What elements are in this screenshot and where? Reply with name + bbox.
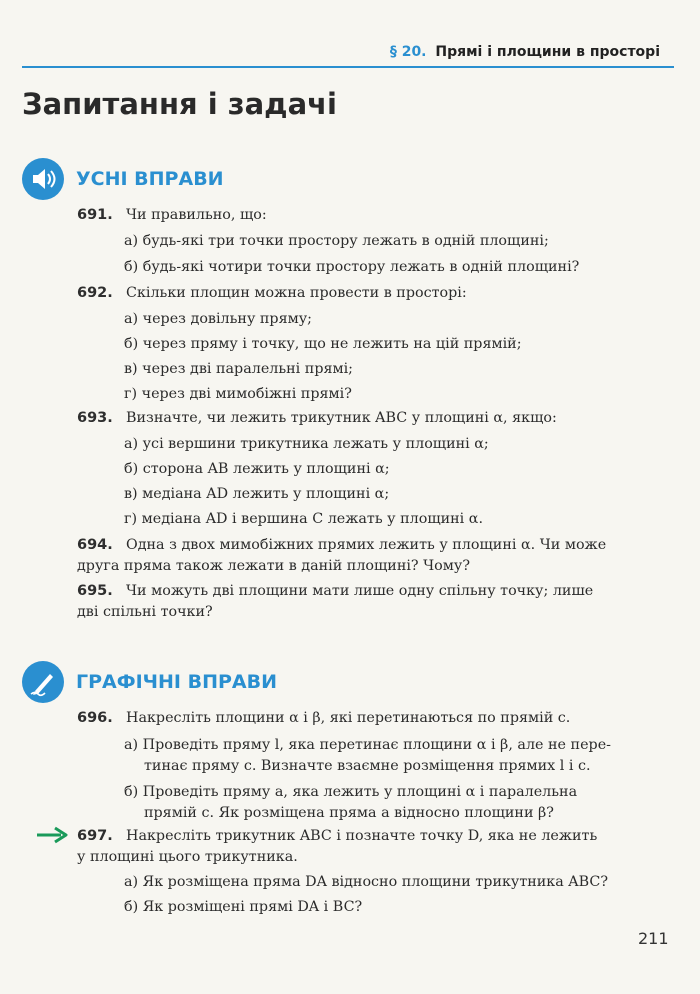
task-text: Накресліть площини α і β, які перетинаються по прямій c. [126,710,571,726]
task-text: Чи правильно, що: [126,207,267,223]
page-title: Запитання і задачі [22,87,337,121]
graphic-exercises-heading [22,661,622,703]
task-text: Чи можуть дві площини мати лише одну спільну точку; лише [126,583,594,599]
task-option: тинає пряму c. Визначте взаємне розміщення прямих l і c. [144,758,591,774]
task-option: в) медіана AD лежить у площині α; [124,486,390,502]
running-header [22,40,674,68]
task-option: а) Проведіть пряму l, яка перетинає площини α і β, але не пере- [124,737,611,753]
task-option: б) сторона AB лежить у площині α; [124,461,390,477]
page-number: 211 [638,929,669,948]
task-option: г) медіана AD і вершина C лежать у площині α. [124,511,483,527]
section-title: Прямі і площини в просторі [435,44,660,60]
task-number: 694. [77,537,113,553]
section-title-graphic: ГРАФІЧНІ ВПРАВИ [76,671,277,693]
task-option: б) Проведіть пряму a, яка лежить у площині α і паралельна [124,784,578,800]
task-option: прямій c. Як розміщена пряма a відносно площини β? [144,805,554,821]
oral-exercises-heading [22,158,622,200]
task-number: 696. [77,710,113,726]
task-number: 691. [77,207,113,223]
section-number: § 20. [389,44,427,60]
task-number: 692. [77,285,113,301]
pen-icon [22,661,64,703]
task-text: Визначте, чи лежить трикутник ABC у площині α, якщо: [126,410,557,426]
task-text: Одна з двох мимобіжних прямих лежить у площині α. Чи може [126,537,607,553]
task-text: дві спільні точки? [77,604,213,620]
task-text: у площині цього трикутника. [77,849,298,865]
speaker-icon [22,158,64,200]
task-option: а) усі вершини трикутника лежать у площині α; [124,436,489,452]
task-text: друга пряма також лежати в даній площині? Чому? [77,558,470,574]
header-text [390,44,660,60]
task-option: а) будь-які три точки простору лежать в одній площині; [124,233,549,249]
task-option: в) через дві паралельні прямі; [124,361,354,377]
task-number: 697. [77,828,113,844]
task-option: б) будь-які чотири точки простору лежать в одній площині? [124,259,580,275]
task-option: а) Як розміщена пряма DA відносно площини трикутника ABC? [124,874,608,890]
task-number: 695. [77,583,113,599]
section-title-oral: УСНІ ВПРАВИ [76,168,224,190]
arrow-right-icon [35,826,69,844]
task-option: а) через довільну пряму; [124,311,312,327]
task-number: 693. [77,410,113,426]
task-option: б) Як розміщені прямі DA і BC? [124,899,363,915]
task-text: Скільки площин можна провести в просторі: [126,285,467,301]
task-option: б) через пряму і точку, що не лежить на цій прямій; [124,336,522,352]
task-text: Накресліть трикутник ABC і позначте точку D, яка не лежить [126,828,598,844]
task-option: г) через дві мимобіжні прямі? [124,386,352,402]
